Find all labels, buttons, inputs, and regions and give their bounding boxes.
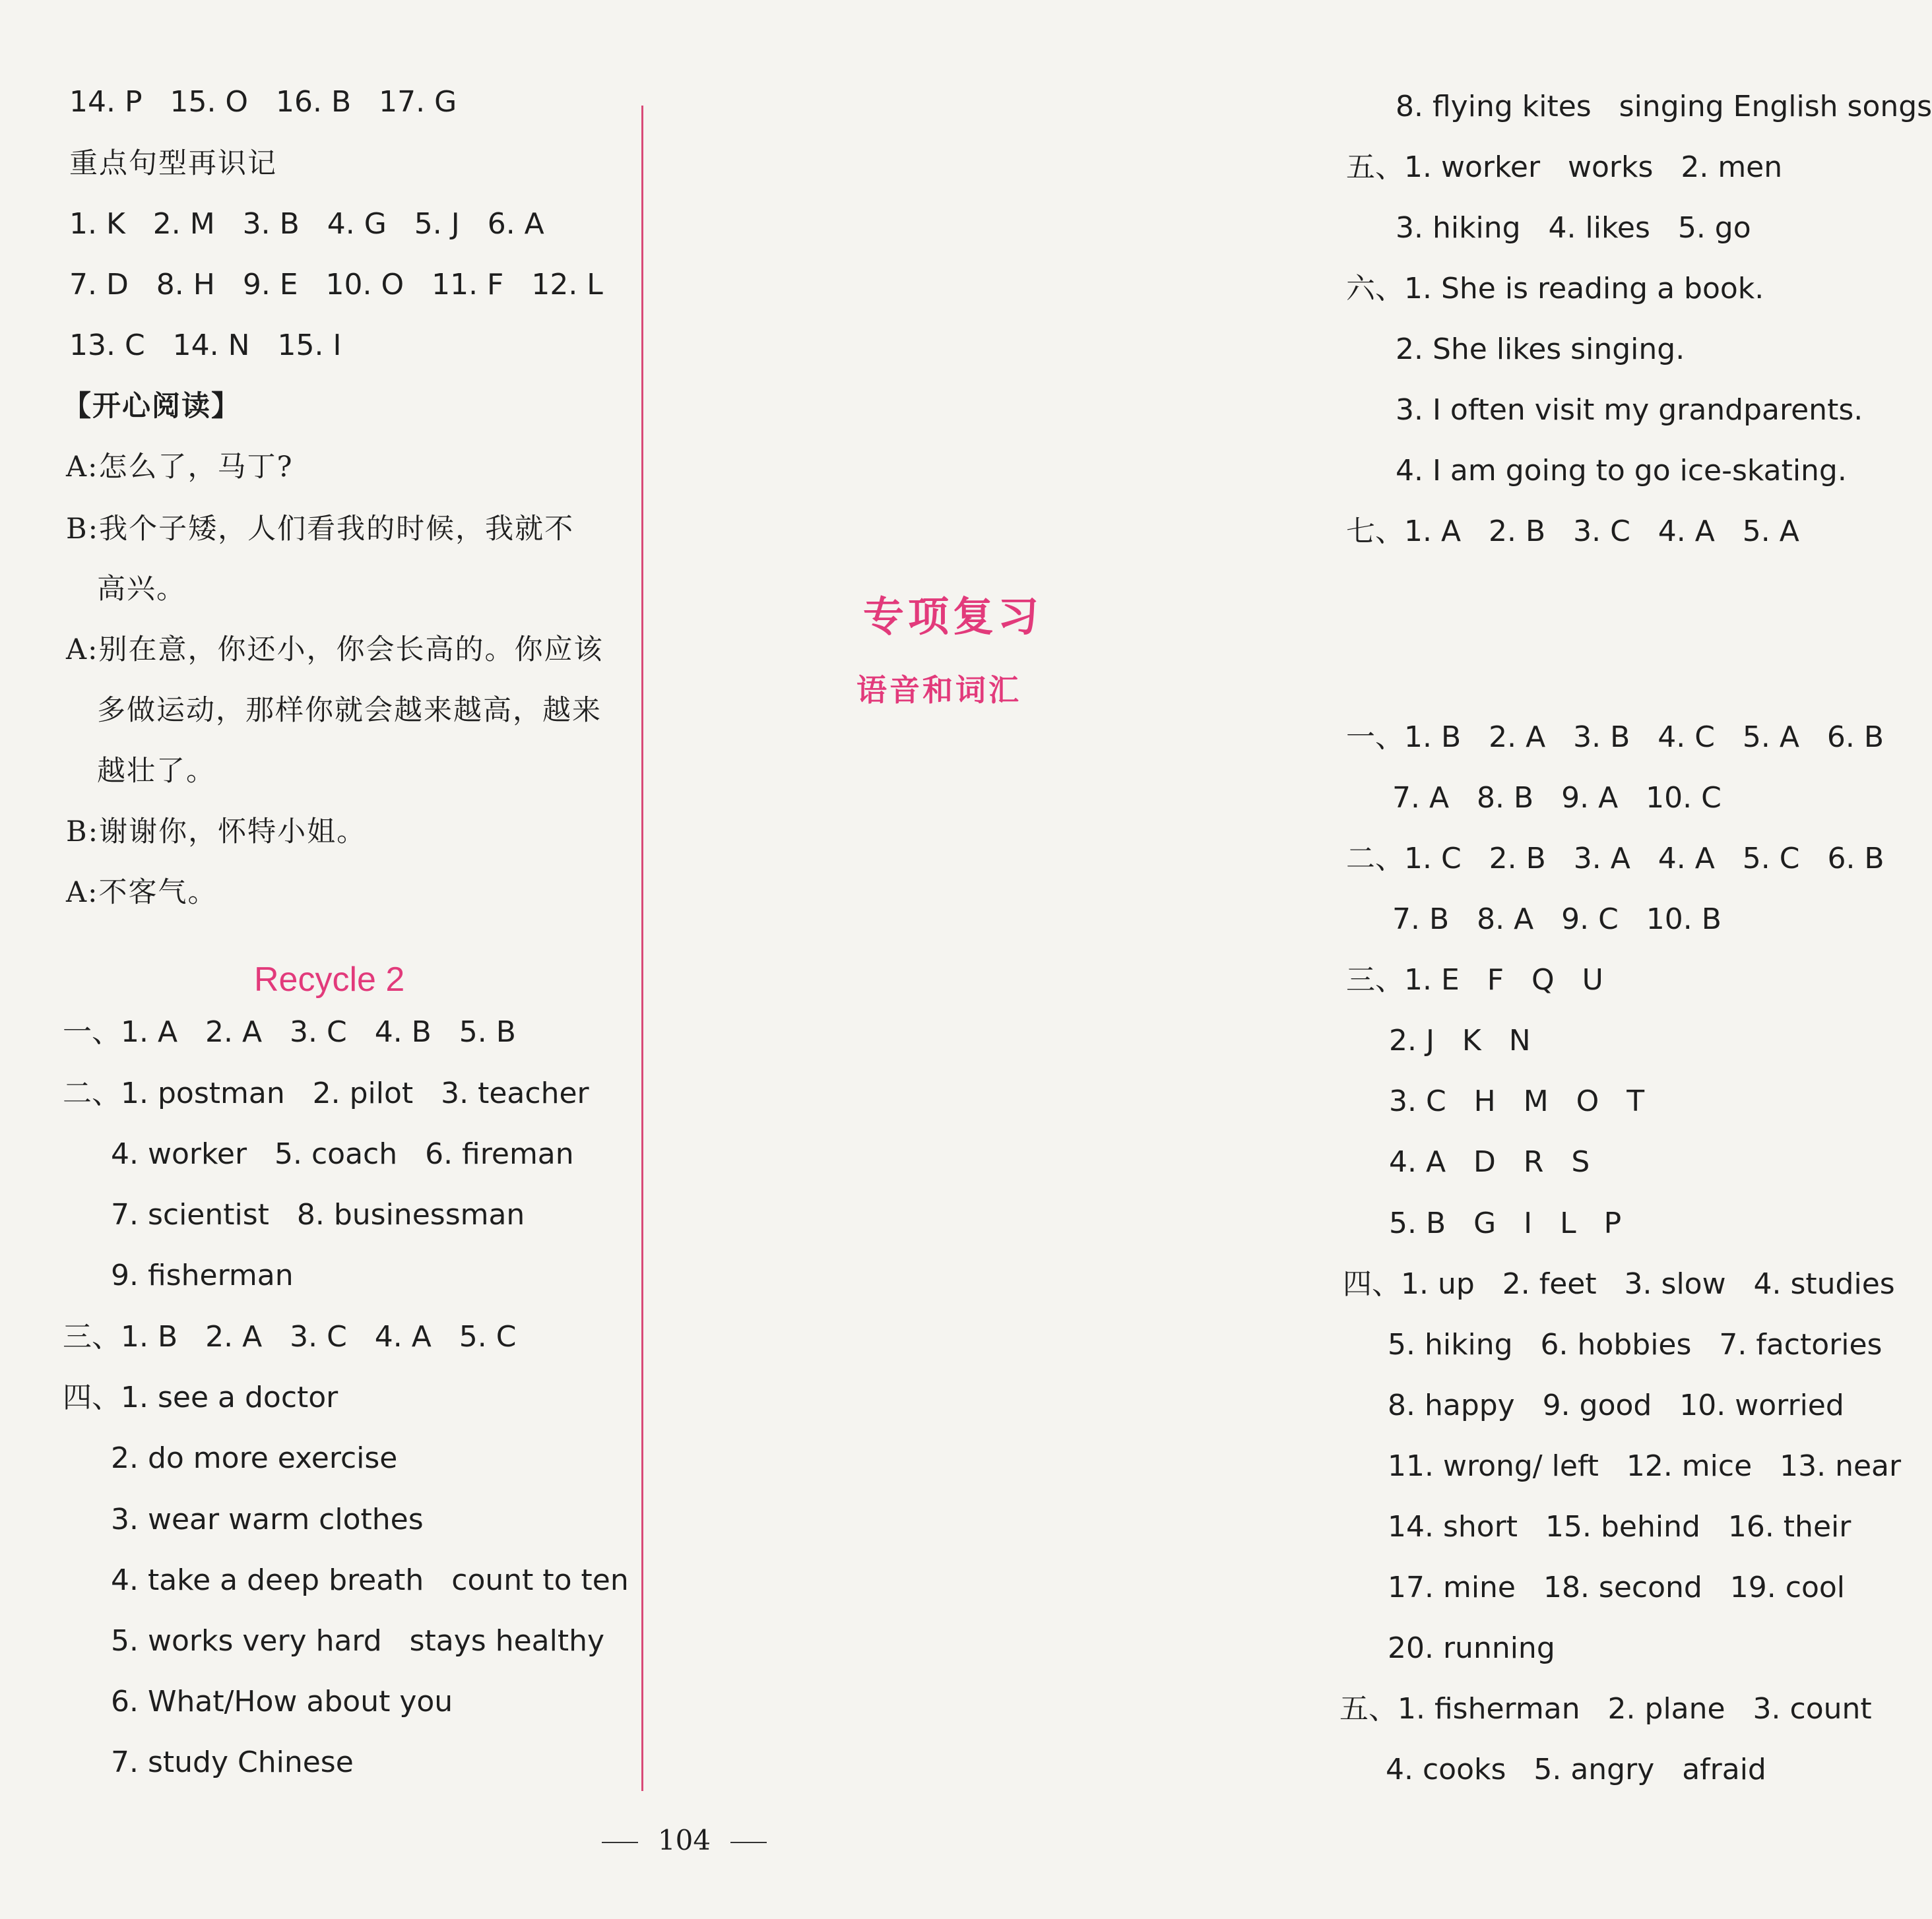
answer-line: 6. What/How about you <box>111 1685 453 1718</box>
answer-line: 7. D 8. H 9. E 10. O 11. F 12. L <box>69 268 603 301</box>
column-divider <box>641 106 643 1791</box>
page-footer <box>0 1824 1368 1856</box>
subsection-title-phonics-vocab: 语音和词汇 <box>856 672 1021 708</box>
answer-line: B:我个子矮，人们看我的时候，我就不 <box>66 513 575 546</box>
answer-line: 7. scientist 8. businessman <box>111 1198 525 1232</box>
answer-line: 5. B G I L P <box>1389 1207 1622 1240</box>
answer-line: 3. wear warm clothes <box>111 1503 424 1536</box>
answer-line: 七、1. A 2. B 3. C 4. A 5. A <box>1346 515 1799 548</box>
answer-line: 3. hiking 4. likes 5. go <box>1396 211 1751 245</box>
answer-line: 3. C H M O T <box>1389 1085 1645 1118</box>
answer-line: 二、1. postman 2. pilot 3. teacher <box>63 1077 589 1110</box>
answer-line: 3. I often visit my grandparents. <box>1396 393 1863 427</box>
page-number: 104 <box>657 1824 711 1856</box>
answer-line: 越壮了。 <box>97 755 216 788</box>
footer-dash-right <box>730 1842 767 1843</box>
answer-line: 【开心阅读】 <box>63 390 241 423</box>
answer-line: 重点句型再识记 <box>69 147 277 180</box>
answer-line: 4. take a deep breath count to ten <box>111 1563 629 1597</box>
answer-line: 三、1. E F Q U <box>1346 963 1603 997</box>
answer-line: 7. A 8. B 9. A 10. C <box>1392 781 1722 815</box>
answer-line: 2. J K N <box>1389 1024 1531 1057</box>
answer-line: 高兴。 <box>97 573 186 606</box>
answer-line: B:谢谢你，怀特小姐。 <box>66 815 367 848</box>
answer-line: 五、1. fisherman 2. plane 3. count <box>1339 1692 1872 1726</box>
answer-line: 7. B 8. A 9. C 10. B <box>1392 902 1722 936</box>
section-title-special-review: 专项复习 <box>863 592 1043 641</box>
answer-line: 1. K 2. M 3. B 4. G 5. J 6. A <box>69 207 544 241</box>
answer-line: 5. works very hard stays healthy <box>111 1624 605 1658</box>
answer-line: 四、1. see a doctor <box>63 1381 338 1414</box>
answer-line: 17. mine 18. second 19. cool <box>1388 1571 1846 1604</box>
answer-line: 8. happy 9. good 10. worried <box>1388 1389 1844 1422</box>
answer-line: 多做运动，那样你就会越来越高，越来 <box>97 694 602 727</box>
answer-line: 五、1. worker works 2. men <box>1346 150 1783 184</box>
answer-line: 14. P 15. O 16. B 17. G <box>69 85 457 119</box>
answer-line: 14. short 15. behind 16. their <box>1388 1510 1852 1544</box>
answer-line: 8. flying kites singing English songs <box>1396 90 1932 123</box>
answer-line: 一、1. A 2. A 3. C 4. B 5. B <box>63 1015 516 1049</box>
section-title-recycle: Recycle 2 <box>254 960 405 999</box>
answer-line: 4. cooks 5. angry afraid <box>1386 1753 1766 1786</box>
answer-line: 4. A D R S <box>1389 1145 1590 1179</box>
answer-line: 四、1. up 2. feet 3. slow 4. studies <box>1343 1267 1895 1301</box>
answer-line: A:怎么了，马丁? <box>66 451 294 484</box>
answer-line: 5. hiking 6. hobbies 7. factories <box>1388 1328 1883 1362</box>
answer-line: 4. worker 5. coach 6. fireman <box>111 1137 574 1171</box>
answer-line: 20. running <box>1388 1631 1555 1665</box>
answer-line: 4. I am going to go ice-skating. <box>1396 454 1847 488</box>
answer-line: A:不客气。 <box>66 876 218 909</box>
answer-line: 一、1. B 2. A 3. B 4. C 5. A 6. B <box>1346 720 1884 754</box>
answer-line: 9. fisherman <box>111 1259 294 1292</box>
answer-line: 13. C 14. N 15. I <box>69 329 342 362</box>
answer-line: 11. wrong/ left 12. mice 13. near <box>1388 1449 1902 1483</box>
answer-line: 2. do more exercise <box>111 1441 398 1475</box>
answer-line: 二、1. C 2. B 3. A 4. A 5. C 6. B <box>1346 842 1884 875</box>
answer-line: 7. study Chinese <box>111 1746 354 1779</box>
answer-line: A:别在意，你还小，你会长高的。你应该 <box>66 633 604 666</box>
answer-line: 六、1. She is reading a book. <box>1346 272 1764 305</box>
answer-line: 2. She likes singing. <box>1396 332 1685 366</box>
answer-line: 三、1. B 2. A 3. C 4. A 5. C <box>63 1320 517 1354</box>
footer-dash-left <box>602 1842 638 1843</box>
